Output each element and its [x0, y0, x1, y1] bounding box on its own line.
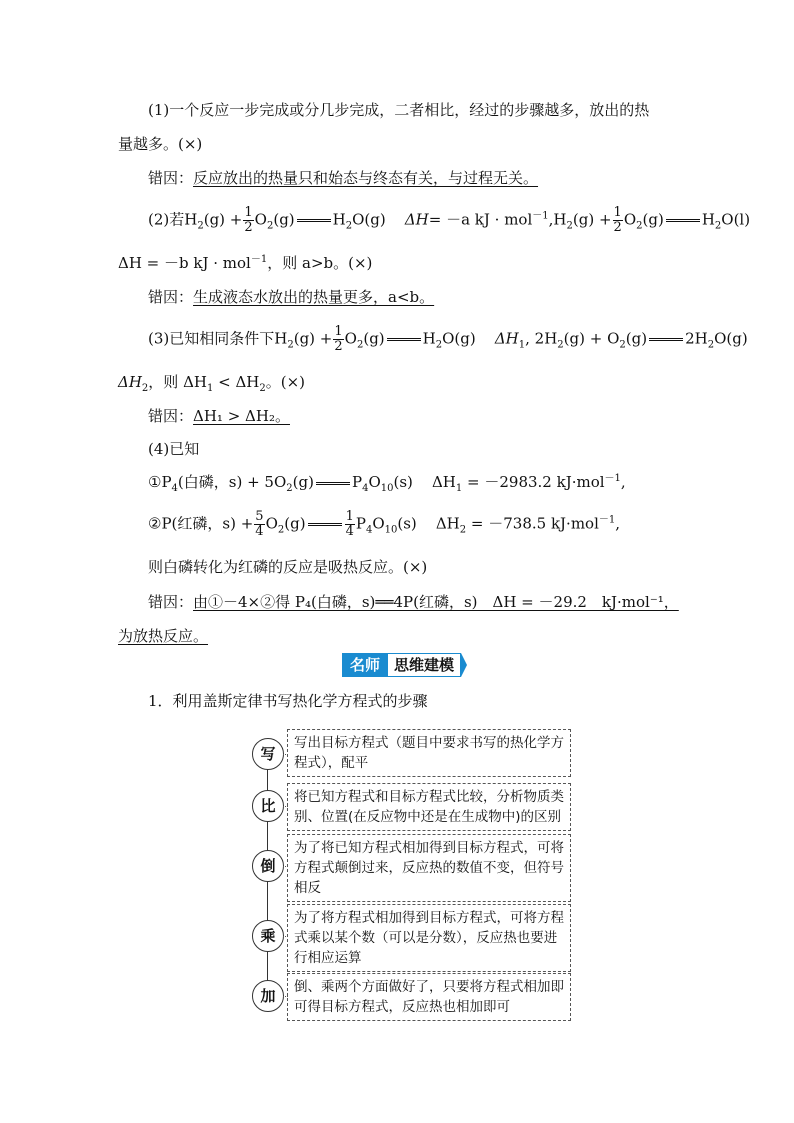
item3-equation: (3)已知相同条件下$H_2(g)$ + $\frac{1}{2}$ $O_2(g)$ $H_2O(g)$ $\Delta H_1$, $2H_2(g) + O_2(g)$ $2H_2O(g)$ — [148, 324, 748, 354]
item4-conclusion: 则白磷转化为红磷的反应是吸热反应。(×) — [148, 558, 428, 576]
flow-step-circle: 倒 — [252, 850, 284, 882]
item2-line2: ΔH = －b kJ · mol$^{-1}$，则 a>b。(×) — [118, 254, 373, 272]
section-title: 1．利用盖斯定律书写热化学方程式的步骤 — [148, 692, 428, 710]
item2-error: 错因：生成液态水放出的热量更多，a<b。 — [148, 288, 435, 306]
flow-step-box: 为了将已知方程式相加得到目标方程式，可将方程式颠倒过来，反应热的数值不变，但符号相反 — [287, 834, 571, 902]
flow-step-circle: 比 — [252, 790, 284, 822]
item4-error: 错因：由①－4×②得 P₄(白磷，s)══4P(红磷，s) ΔH = －29.2 kJ·mol⁻¹， — [148, 593, 679, 611]
error-label: 错因： — [148, 169, 194, 187]
item4-eq1: $①P_4$(白磷，$s) + 5O_2(g)$ $P_4O_{10}(s)$ $\Delta H_1 = -2983.2$ kJ·mol$^{-1}$, — [148, 473, 626, 494]
flow-step-circle: 乘 — [252, 920, 284, 952]
item4-eq2: ②P(红磷，s) + $\frac{5}{4}$ $O_2(g)$ $\frac{1}{4}$ $P_4O_{10}(s)$ $\Delta H_2 = -738.5$ kJ·mol$^{-1}$, — [148, 509, 621, 539]
item3-line2: $\Delta H_2$，则 $\Delta H_1 < \Delta H_2$。(×) — [118, 373, 306, 394]
item2-equation: (2)若$H_2(g)$ + $\frac{1}{2}$ $O_2(g)$ $H_2O(g)$ ΔH= －a kJ · $mol^{-1},H_2(g)$ + $\frac{1}{2}$ $O_2(g)$ $H_2O(l)$ — [148, 205, 751, 235]
item4-error-line2: 为放热反应。 — [118, 627, 209, 645]
flow-step-circle: 写 — [252, 738, 284, 770]
flow-step-box: 为了将方程式相加得到目标方程式，可将方程式乘以某个数（可以是分数），反应热也要进行相应运算 — [287, 904, 571, 972]
banner-left: 名师 — [342, 653, 388, 677]
banner-arrow-icon — [461, 653, 467, 677]
flow-step-box: 倒、乘两个方面做好了，只要将方程式相加即可得目标方程式，反应热也相加即可 — [287, 973, 571, 1021]
item1-line1: (1)一个反应一步完成或分几步完成，二者相比，经过的步骤越多，放出的热 — [148, 101, 650, 119]
flow-step-circle: 加 — [252, 980, 284, 1012]
item4-lead: (4)已知 — [148, 440, 200, 458]
banner-right: 思维建模 — [388, 653, 461, 677]
item1-line2: 量越多。(×) — [118, 135, 203, 153]
flow-step-box: 将已知方程式和目标方程式比较，分析物质类别、位置(在反应物中还是在生成物中)的区别 — [287, 783, 571, 831]
item1-error — [148, 167, 538, 189]
item3-error: 错因：ΔH₁ > ΔH₂。 — [148, 407, 290, 425]
error-text: 反应放出的热量只和始态与终态有关，与过程无关。 — [193, 169, 539, 187]
section-banner — [342, 653, 467, 677]
flow-step-box: 写出目标方程式（题目中要求书写的热化学方程式），配平 — [287, 729, 571, 777]
